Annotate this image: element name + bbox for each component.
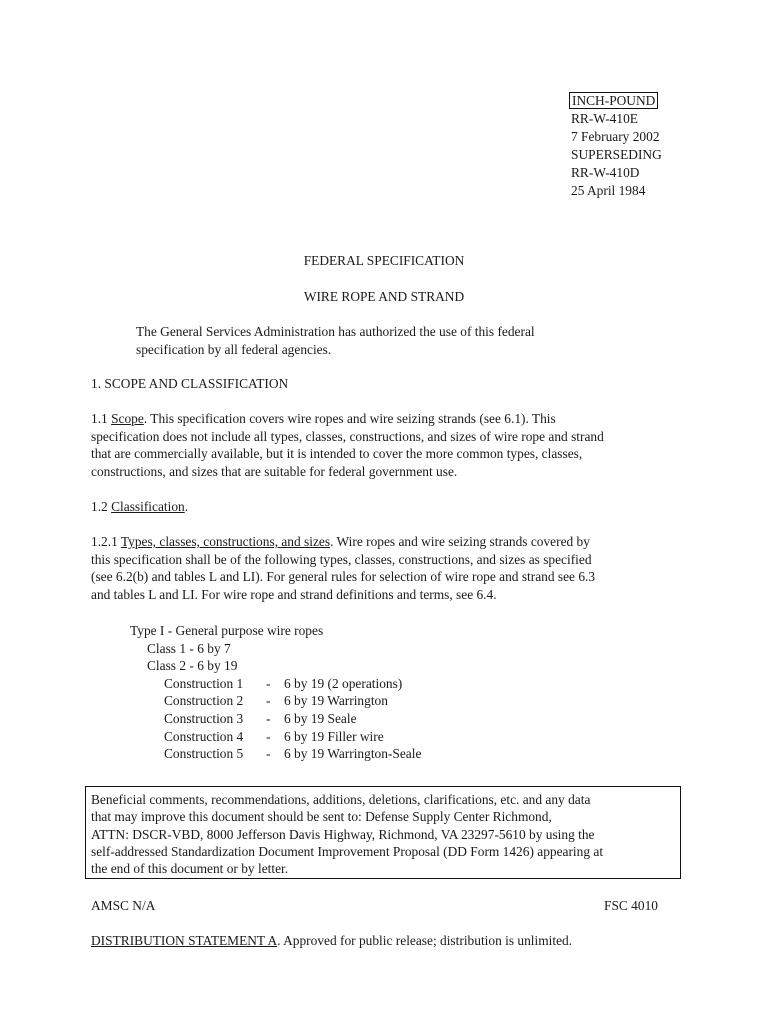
types-title: Types, classes, constructions, and sizes [120,534,331,549]
distribution-statement: DISTRIBUTION STATEMENT A. Approved for public release; distribution is unlimited. [91,933,573,948]
document-header [571,92,662,200]
comments-notice-box: Beneficial comments, recommendations, additions, deletions, clarifications, etc. and any data that may improve this document should be sent to: Defense Supply Center Richmond, ATTN: DSCR-VBD, 8000 Jefferson Davis Highway, Richmond, VA 23297-5610 by using the self-addressed Standardization Document Improvement Proposal (DD Form 1426) appearing at the end of this document or by letter. [85,786,681,879]
class-1-item: Class 1 - 6 by 7 [147,640,231,656]
inch-pound-label: INCH-POUND [569,92,658,109]
construction-item: Construction 4 - 6 by 19 Filler wire [164,728,384,744]
classification-title: Classification [111,499,185,514]
types-list [130,622,421,763]
distribution-statement-label: DISTRIBUTION STATEMENT A [91,933,278,948]
construction-item: Construction 3 - 6 by 19 Seale [164,710,357,726]
section-1-2-classification: 1.2 Classification. [91,499,189,514]
document-date: 7 February 2002 [571,129,660,144]
section-1-heading: 1. SCOPE AND CLASSIFICATION [91,376,289,391]
construction-item: Construction 1 - 6 by 19 (2 operations) [164,675,403,691]
spec-title: WIRE ROPE AND STRAND [303,289,465,304]
document-number: RR-W-410E [571,111,638,126]
superseding-label: SUPERSEDING [571,147,662,162]
construction-item: Construction 2 - 6 by 19 Warrington [164,693,388,709]
spec-type-heading: FEDERAL SPECIFICATION [303,253,465,268]
section-1-2-1-types: 1.2.1 Types, classes, constructions, and sizes. Wire ropes and wire seizing strands covered by this specification shall be of the following types, classes, constructions, and sizes as specified (see 6.2(b) and tables L and LI). For general rules for selection of wire rope and strand see 6.3 and tables L and LI. For wire rope and strand definitions and terms, see 6.4. [91,534,596,602]
type-1-item: Type I - General purpose wire ropes [130,623,324,638]
authorization-paragraph: The General Services Administration has authorized the use of this federal specification by all federal agencies. [136,324,535,357]
previous-document-date: 25 April 1984 [571,183,646,198]
class-2-item: Class 2 - 6 by 19 [147,658,238,674]
construction-item: Construction 5 - 6 by 19 Warrington-Seale [164,746,422,762]
scope-title: Scope [111,411,144,426]
fsc-label: FSC 4010 [604,898,658,913]
amsc-label: AMSC N/A [91,898,156,913]
section-1-1-scope: 1.1 Scope. This specification covers wire ropes and wire seizing strands (see 6.1). This specification does not include all types, classes, constructions, and sizes of wire rope and strand that are commercially available, but it is intended to cover the more common types, classes, constructions, and sizes that are suitable for federal government use. [91,411,604,479]
previous-document-number: RR-W-410D [571,165,640,180]
